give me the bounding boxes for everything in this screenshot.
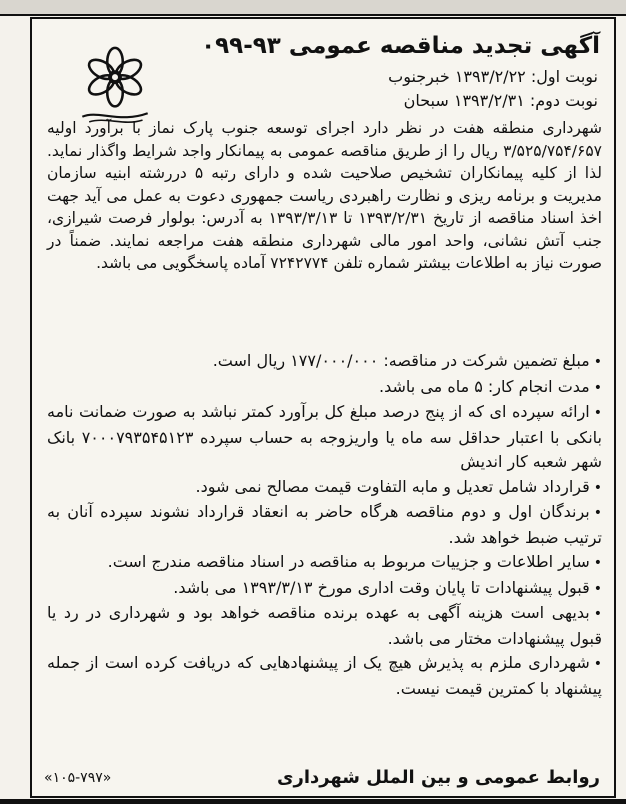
list-item: • قبول پیشنهادات تا پایان وقت اداری مورخ ۱۳۹۳/۳/۱۳ می باشد. [47,576,602,602]
ad-title: آگهی تجدید مناقصه عمومی ۹۳-۰۹۹ [201,33,600,59]
signature: روابط عمومی و بین الملل شهرداری [276,767,600,788]
bottom-rule [0,799,626,804]
ad-code: «۱۰۵-۷۹۷» [44,770,112,786]
ad-body: شهرداری منطقه هفت در نظر دارد اجرای توسعه جنوب پارک نماز با برآورد اولیه ۳/۵۲۵/۷۵۴/۶۵۷ ریال را از طریق مناقصه عمومی به پیمانکار واجد شرایط واگذار نماید. لذا از کلیه پیمانکاران تشخیص صلاحیت شده و دارای رتبه ۵ دررشته ابنیه سازمان مدیریت و برنامه ریزی و نظارت راهبردی ریاست جمهوری دعوت به عمل می آید جهت اخذ اسناد مناقصه از تاریخ ۱۳۹۳/۲/۳۱ تا ۱۳۹۳/۳/۱۳ به آدرس: بولوار فرصت شیرازی، جنب آتش نشانی، واحد امور مالی شهرداری منطقه هفت مراجعه نمایند. ضمناً در صورت نیاز به اطلاعات بیشتر شماره تلفن ۷۲۴۲۷۷۴ آماده پاسخگویی می باشد. [47,119,602,272]
conditions-list [47,349,602,701]
shiraz-municipality-logo [72,41,158,127]
first-publication: نوبت اول: ۱۳۹۳/۲/۲۲ خبرجنوب [388,67,598,86]
second-publication: نوبت دوم: ۱۳۹۳/۲/۳۱ سبحان [403,91,598,110]
list-item: • مبلغ تضمین شرکت در مناقصه: ۱۷۷/۰۰۰/۰۰۰ ریال است. [47,349,602,375]
list-item: • ارائه سپرده ای که از پنج درصد مبلغ کل برآورد کمتر نباشد به صورت ضمانت نامه بانکی با اعتبار حداقل سه ماه یا واریزوجه به حساب سپرده ۷۰۰۰۷۹۳۵۴۵۱۲۳ بانک شهر شعبه کار اندیش [47,400,602,475]
ad-frame [30,17,616,798]
list-item: • بدیهی است هزینه آگهی به عهده برنده مناقصه خواهد بود و شهرداری در رد یا قبول پیشنهادات مختار می باشد. [47,601,602,651]
list-item: • شهرداری ملزم به پذیرش هیچ یک از پیشنهادهایی که دریافت کرده است از جمله پیشنهاد با کمترین قیمت نیست. [47,651,602,701]
previous-ad-strip [0,0,626,16]
list-item: • قرارداد شامل تعدیل و مابه التفاوت قیمت مصالح نمی شود. [47,475,602,501]
list-item: • مدت انجام کار: ۵ ماه می باشد. [47,375,602,401]
list-item: • سایر اطلاعات و جزییات مربوط به مناقصه در اسناد مناقصه مندرج است. [47,550,602,576]
list-item: • برندگان اول و دوم مناقصه هرگاه حاضر به انعقاد قرارداد نشوند سپرده آنان به ترتیب ضبط خواهد شد. [47,500,602,550]
